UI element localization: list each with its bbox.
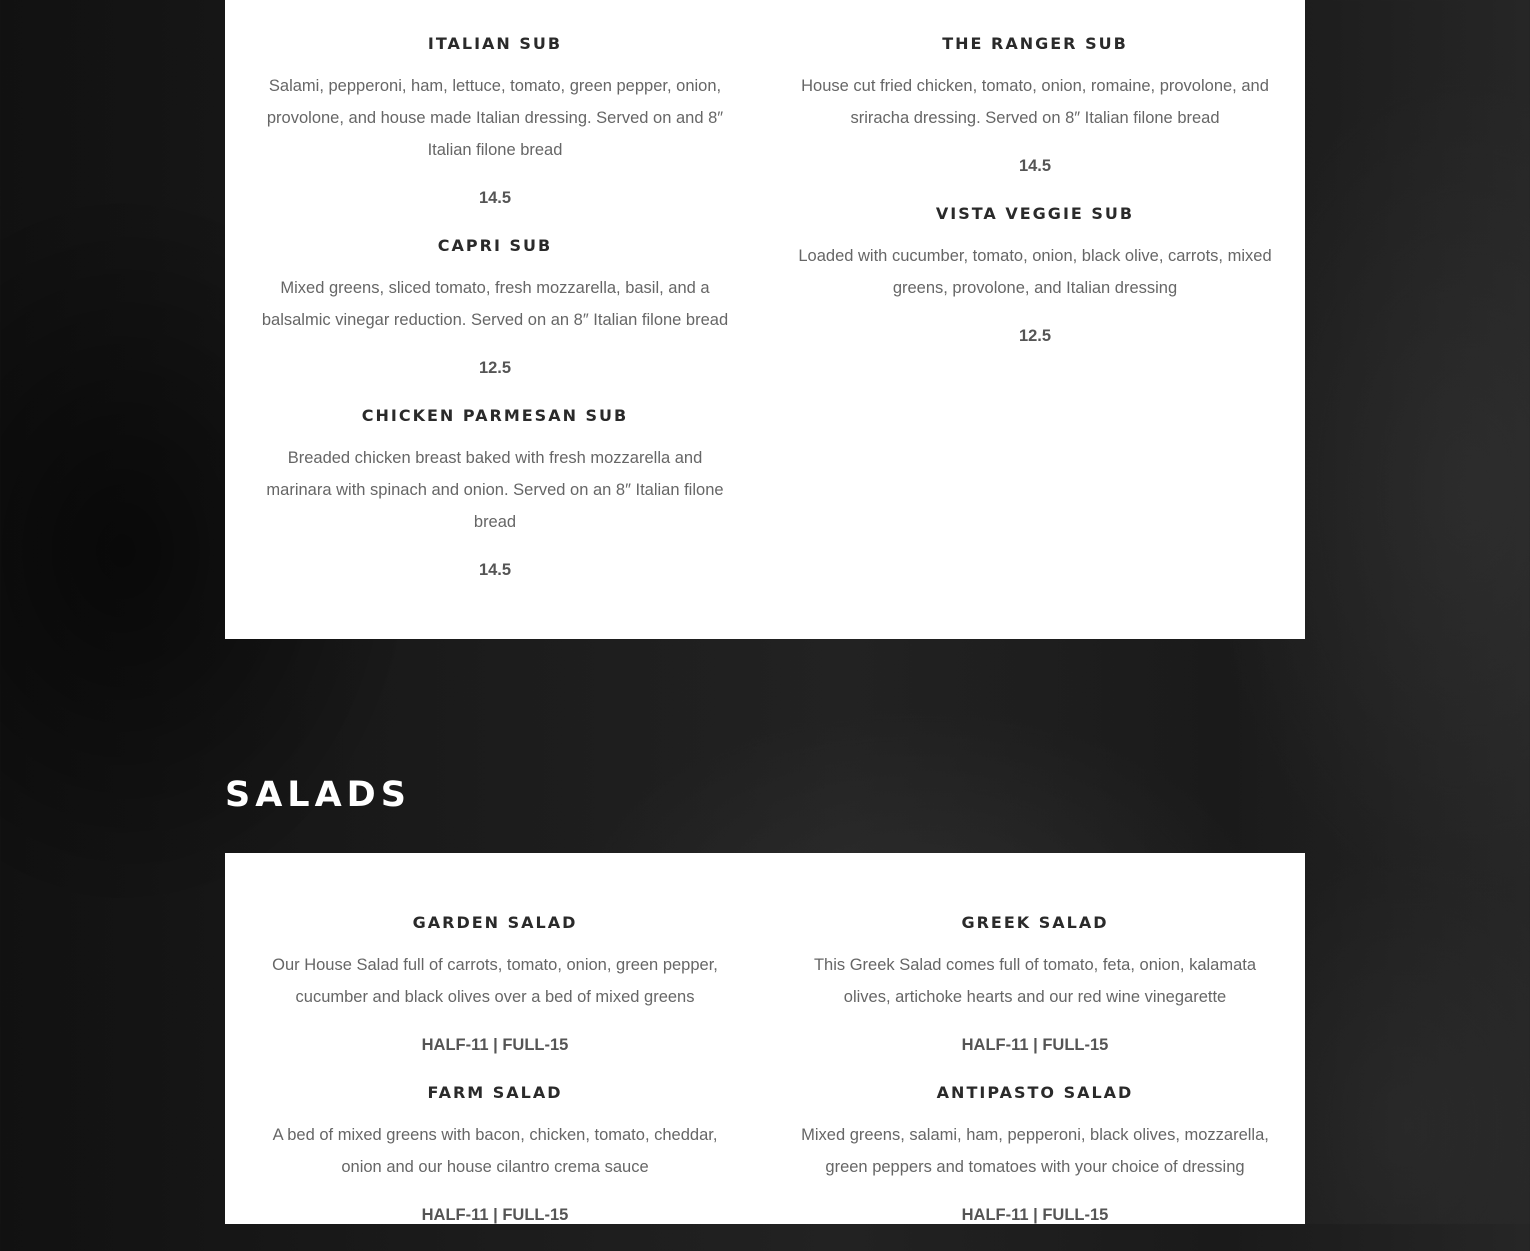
menu-item-price: 14.5: [478, 561, 512, 579]
salads-right-column: [765, 911, 1305, 1251]
subs-menu-card: [225, 0, 1305, 639]
menu-item-description: House cut fried chicken, tomato, onion, romaine, provolone, and sriracha dressing. Served on 8″ Italian filone bread: [801, 77, 1269, 127]
menu-item: [765, 911, 1305, 1061]
menu-item: [225, 234, 765, 384]
menu-item-name: FARM SALAD: [427, 1083, 563, 1102]
menu-item-price: HALF-11 | FULL-15: [961, 1206, 1109, 1224]
menu-item: [765, 1081, 1305, 1231]
section-title-salads: SALADS: [225, 775, 411, 815]
salads-menu-card: [225, 853, 1305, 1224]
menu-item-price: HALF-11 | FULL-15: [421, 1206, 569, 1224]
menu-item-name: ITALIAN SUB: [427, 34, 563, 53]
menu-item-description: Mixed greens, salami, ham, pepperoni, black olives, mozzarella, green peppers and tomatoes with your choice of dressing: [801, 1126, 1269, 1176]
menu-item: [765, 32, 1305, 182]
menu-item-name: CAPRI SUB: [437, 236, 553, 255]
menu-item-price: 14.5: [1018, 157, 1052, 175]
menu-item-name: GREEK SALAD: [961, 913, 1109, 932]
menu-item-description: A bed of mixed greens with bacon, chicken, tomato, cheddar, onion and our house cilantro crema sauce: [272, 1126, 718, 1176]
menu-item: [225, 911, 765, 1061]
menu-item-description: Salami, pepperoni, ham, lettuce, tomato, green pepper, onion, provolone, and house made Italian dressing. Served on and 8″ Italian filone bread: [266, 77, 724, 159]
salads-left-column: [225, 911, 765, 1251]
menu-item-description: Mixed greens, sliced tomato, fresh mozzarella, basil, and a balsalmic vinegar reduction. Served on an 8″ Italian filone bread: [261, 279, 729, 329]
menu-item: [225, 404, 765, 586]
menu-item-price: 12.5: [1018, 327, 1052, 345]
menu-item-name: THE RANGER SUB: [942, 34, 1128, 53]
menu-item: [225, 32, 765, 214]
subs-left-column: [225, 32, 765, 606]
menu-item-price: HALF-11 | FULL-15: [961, 1036, 1109, 1054]
menu-item-name: ANTIPASTO SALAD: [936, 1083, 1134, 1102]
menu-item-name: GARDEN SALAD: [412, 913, 578, 932]
menu-item-price: 12.5: [478, 359, 512, 377]
menu-item-name: CHICKEN PARMESAN SUB: [361, 406, 629, 425]
menu-item: [225, 1081, 765, 1231]
menu-item-name: VISTA VEGGIE SUB: [935, 204, 1135, 223]
menu-item-price: HALF-11 | FULL-15: [421, 1036, 569, 1054]
menu-item-price: 14.5: [478, 189, 512, 207]
menu-item-description: Breaded chicken breast baked with fresh mozzarella and marinara with spinach and onion. Served on an 8″ Italian filone bread: [266, 449, 724, 531]
subs-right-column: [765, 32, 1305, 372]
menu-item-description: This Greek Salad comes full of tomato, feta, onion, kalamata olives, artichoke hearts and our red wine vinegarette: [813, 956, 1257, 1006]
menu-item: [765, 202, 1305, 352]
menu-item-description: Loaded with cucumber, tomato, onion, black olive, carrots, mixed greens, provolone, and Italian dressing: [798, 247, 1272, 297]
menu-item-description: Our House Salad full of carrots, tomato, onion, green pepper, cucumber and black olives over a bed of mixed greens: [272, 956, 718, 1006]
